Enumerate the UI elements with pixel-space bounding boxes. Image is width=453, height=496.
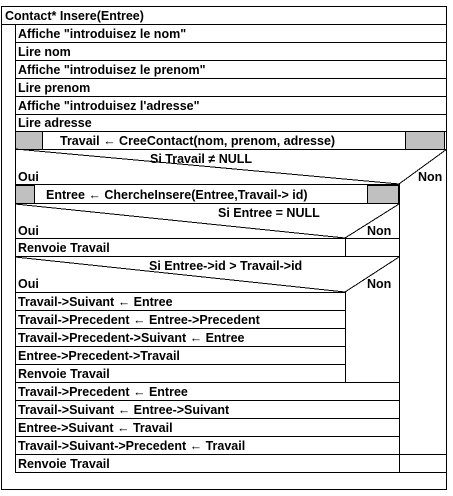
cond3-step-5: Renvoie Travail [18, 367, 110, 381]
cond2-no-label: Non [367, 224, 392, 238]
call-cherche-insere: Entree ← ChercheInsere(Entree,Travail-> id) [46, 188, 308, 202]
step-read-nom: Lire nom [18, 45, 71, 59]
cond2-yes-label: Oui [18, 224, 39, 238]
cond3-step-1: Travail->Suivant ← Entree [18, 295, 173, 309]
cond3-no-label: Non [367, 277, 392, 291]
cond3-yes-label: Oui [18, 277, 39, 291]
cond3-step-2: Travail->Precedent ← Entree->Precedent [18, 313, 260, 327]
cond3-text: Si Entree->id > Travail->id [149, 259, 303, 273]
cond1-yes-label: Oui [18, 170, 39, 184]
step-display-adresse: Affiche "introduisez l'adresse" [18, 99, 200, 113]
cond2-return-step: Renvoie Travail [18, 241, 110, 255]
step-display-nom: Affiche "introduisez le nom" [18, 27, 187, 41]
step-display-prenom: Affiche "introduisez le prenom" [18, 63, 206, 77]
after-step-2: Travail->Suivant ← Entree->Suivant [18, 403, 230, 417]
after-step-3: Entree->Suivant ← Travail [18, 421, 173, 435]
diagram-title: Contact* Insere(Entree) [5, 9, 144, 23]
cond1-no-label: Non [418, 170, 443, 184]
cond3-step-3: Travail->Precedent->Suivant ← Entree [18, 331, 245, 345]
after-step-1: Travail->Precedent ← Entree [18, 385, 188, 399]
cond3-step-4: Entree->Precedent->Travail [18, 349, 180, 363]
step-read-adresse: Lire adresse [18, 116, 92, 130]
step-read-prenom: Lire prenom [18, 81, 91, 95]
final-return-step: Renvoie Travail [18, 457, 110, 471]
cond1-text: Si Travail ≠ NULL [150, 152, 253, 166]
cond2-text: Si Entree = NULL [218, 206, 320, 220]
call-cree-contact: Travail ← CreeContact(nom, prenom, adresse) [60, 134, 336, 148]
after-step-4: Travail->Suivant->Precedent ← Travail [18, 439, 246, 453]
